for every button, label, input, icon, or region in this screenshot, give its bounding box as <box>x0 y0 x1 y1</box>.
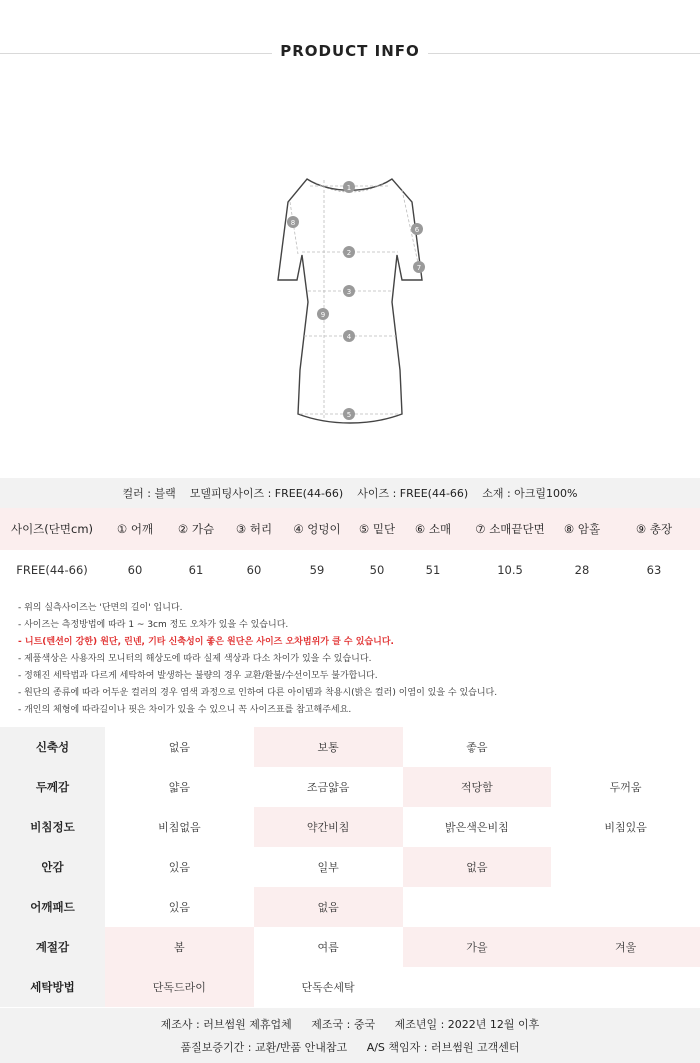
section-header <box>0 40 700 66</box>
attribute-option: 얇음 <box>168 781 190 794</box>
note-item: - 사이즈는 측정방법에 따라 1 ~ 3cm 정도 오차가 있을 수 있습니다. <box>18 620 289 630</box>
marker-5 <box>343 408 355 420</box>
dress-outline <box>278 179 422 423</box>
fabric-attribute-table <box>0 727 700 1007</box>
attribute-option: 단독드라이 <box>105 967 254 1007</box>
size-cell: 60 <box>127 563 143 577</box>
attribute-row <box>0 967 700 1007</box>
size-cell: 59 <box>309 563 325 577</box>
svg-text:5: 5 <box>346 411 352 419</box>
attribute-option: 없음 <box>254 887 403 927</box>
attribute-option: 봄 <box>105 927 254 967</box>
note-item: - 위의 실측사이즈는 '단면의 길이' 입니다. <box>18 603 183 613</box>
size-cell: FREE(44-66) <box>16 563 88 577</box>
size-header-cell: ③ 허리 <box>226 508 282 550</box>
marker-2 <box>343 246 355 258</box>
attribute-option: 있음 <box>168 861 190 874</box>
size-header-cell: ⑤ 밑단 <box>352 508 402 550</box>
size-header-cell: ⑦ 소매끝단면 <box>464 508 556 550</box>
attribute-label: 두께감 <box>0 767 105 807</box>
svg-text:9: 9 <box>320 311 326 319</box>
size-header-cell: ④ 엉덩이 <box>282 508 352 550</box>
size-cell: 50 <box>369 563 385 577</box>
attribute-row <box>0 847 700 887</box>
attribute-option: 겨울 <box>551 927 700 967</box>
svg-text:1: 1 <box>346 184 352 192</box>
attribute-option: 조금얇음 <box>306 781 350 794</box>
attribute-label: 비침정도 <box>0 807 105 847</box>
size-header-cell: ⑧ 암홀 <box>556 508 608 550</box>
attribute-option <box>551 967 700 1007</box>
attribute-option: 비침있음 <box>604 821 647 834</box>
attribute-option: 적당함 <box>403 767 552 807</box>
size-cell: 63 <box>646 563 662 577</box>
attribute-option <box>403 887 552 927</box>
size-table-header <box>0 508 700 550</box>
attribute-option: 없음 <box>168 741 190 754</box>
attribute-option: 밝은색은비침 <box>444 821 509 834</box>
svg-text:8: 8 <box>290 219 296 227</box>
svg-text:2: 2 <box>346 249 352 257</box>
svg-text:6: 6 <box>414 226 420 234</box>
size-header-cell: 사이즈(단면cm) <box>0 508 104 550</box>
material-info: 소재 : 아크릴100% <box>482 487 578 500</box>
attribute-label: 세탁방법 <box>0 967 105 1007</box>
date-info: 제조년일 : 2022년 12월 이후 <box>394 1018 540 1031</box>
attribute-row <box>0 807 700 847</box>
note-item-warning: - 니트(텐션이 강한) 원단, 린넨, 기타 신축성이 좋은 원단은 사이즈 오차범위가 클 수 있습니다. <box>18 637 394 647</box>
section-title: PRODUCT INFO <box>280 42 420 60</box>
size-header-cell: ⑥ 소매 <box>402 508 464 550</box>
size-cell: 51 <box>425 563 441 577</box>
marker-1 <box>343 181 355 193</box>
attribute-option: 없음 <box>403 847 552 887</box>
size-info: 사이즈 : FREE(44-66) <box>357 487 469 500</box>
dress-measurement-diagram <box>250 162 450 430</box>
size-header-cell: ⑨ 총장 <box>608 508 700 550</box>
as-info: A/S 책임자 : 러브썸원 고객센터 <box>366 1041 520 1054</box>
attribute-option <box>551 887 700 927</box>
marker-8 <box>287 216 299 228</box>
product-info-bar <box>0 478 700 508</box>
note-item: - 개인의 체형에 따라길이나 핏은 차이가 있을 수 있으니 꼭 사이즈표를 참고해주세요. <box>18 705 352 715</box>
attribute-option: 약간비침 <box>254 807 403 847</box>
size-cell: 61 <box>188 563 204 577</box>
marker-6 <box>411 223 423 235</box>
size-header-cell: ① 어깨 <box>104 508 166 550</box>
note-item: - 제품색상은 사용자의 모니터의 해상도에 따라 실제 색상과 다소 차이가 있을 수 있습니다. <box>18 654 372 664</box>
table-row <box>0 550 700 590</box>
attribute-row <box>0 727 700 767</box>
attribute-option <box>403 967 552 1007</box>
header-divider-right <box>428 53 700 54</box>
size-cell: 60 <box>246 563 262 577</box>
attribute-row <box>0 927 700 967</box>
attribute-option <box>551 727 700 767</box>
note-item: - 원단의 종류에 따라 어두운 컬러의 경우 염색 과정으로 인하여 다른 아이템과 착용시(밝은 컬러) 이염이 있을 수 있습니다. <box>18 688 498 698</box>
manufacturer-info: 제조사 : 러브썸원 제휴업체 <box>160 1018 292 1031</box>
attribute-label: 안감 <box>0 847 105 887</box>
attribute-option: 두꺼움 <box>609 781 642 794</box>
marker-3 <box>343 285 355 297</box>
size-cell: 10.5 <box>497 563 523 577</box>
size-notes <box>18 600 688 719</box>
attribute-option: 비침없음 <box>158 821 201 834</box>
marker-9 <box>317 308 329 320</box>
attribute-option: 여름 <box>317 941 339 954</box>
color-info: 컬러 : 블랙 <box>122 487 176 500</box>
model-size-info: 모델피팅사이즈 : FREE(44-66) <box>189 487 344 500</box>
attribute-option: 있음 <box>168 901 190 914</box>
attribute-option: 단독손세탁 <box>301 981 355 994</box>
marker-7 <box>413 261 425 273</box>
footer-row-1 <box>0 1016 700 1032</box>
attribute-option: 좋음 <box>466 741 488 754</box>
svg-text:7: 7 <box>416 264 422 272</box>
svg-text:3: 3 <box>346 288 352 296</box>
warranty-info: 품질보증기간 : 교환/반품 안내참고 <box>180 1041 348 1054</box>
note-item: - 정해진 세탁법과 다르게 세탁하여 발생하는 불량의 경우 교환/환불/수선이모두 불가합니다. <box>18 671 378 681</box>
attribute-label: 어깨패드 <box>0 887 105 927</box>
attribute-row <box>0 887 700 927</box>
attribute-label: 신축성 <box>0 727 105 767</box>
marker-4 <box>343 330 355 342</box>
attribute-label: 계절감 <box>0 927 105 967</box>
manufacturer-footer <box>0 1008 700 1063</box>
size-table <box>0 508 700 590</box>
svg-text:4: 4 <box>346 333 352 341</box>
attribute-option: 보통 <box>254 727 403 767</box>
size-cell: 28 <box>574 563 590 577</box>
attribute-option <box>551 847 700 887</box>
country-info: 제조국 : 중국 <box>311 1018 376 1031</box>
footer-row-2 <box>0 1039 700 1055</box>
attribute-option: 일부 <box>317 861 339 874</box>
size-header-cell: ② 가슴 <box>166 508 226 550</box>
attribute-row <box>0 767 700 807</box>
attribute-option: 가을 <box>403 927 552 967</box>
